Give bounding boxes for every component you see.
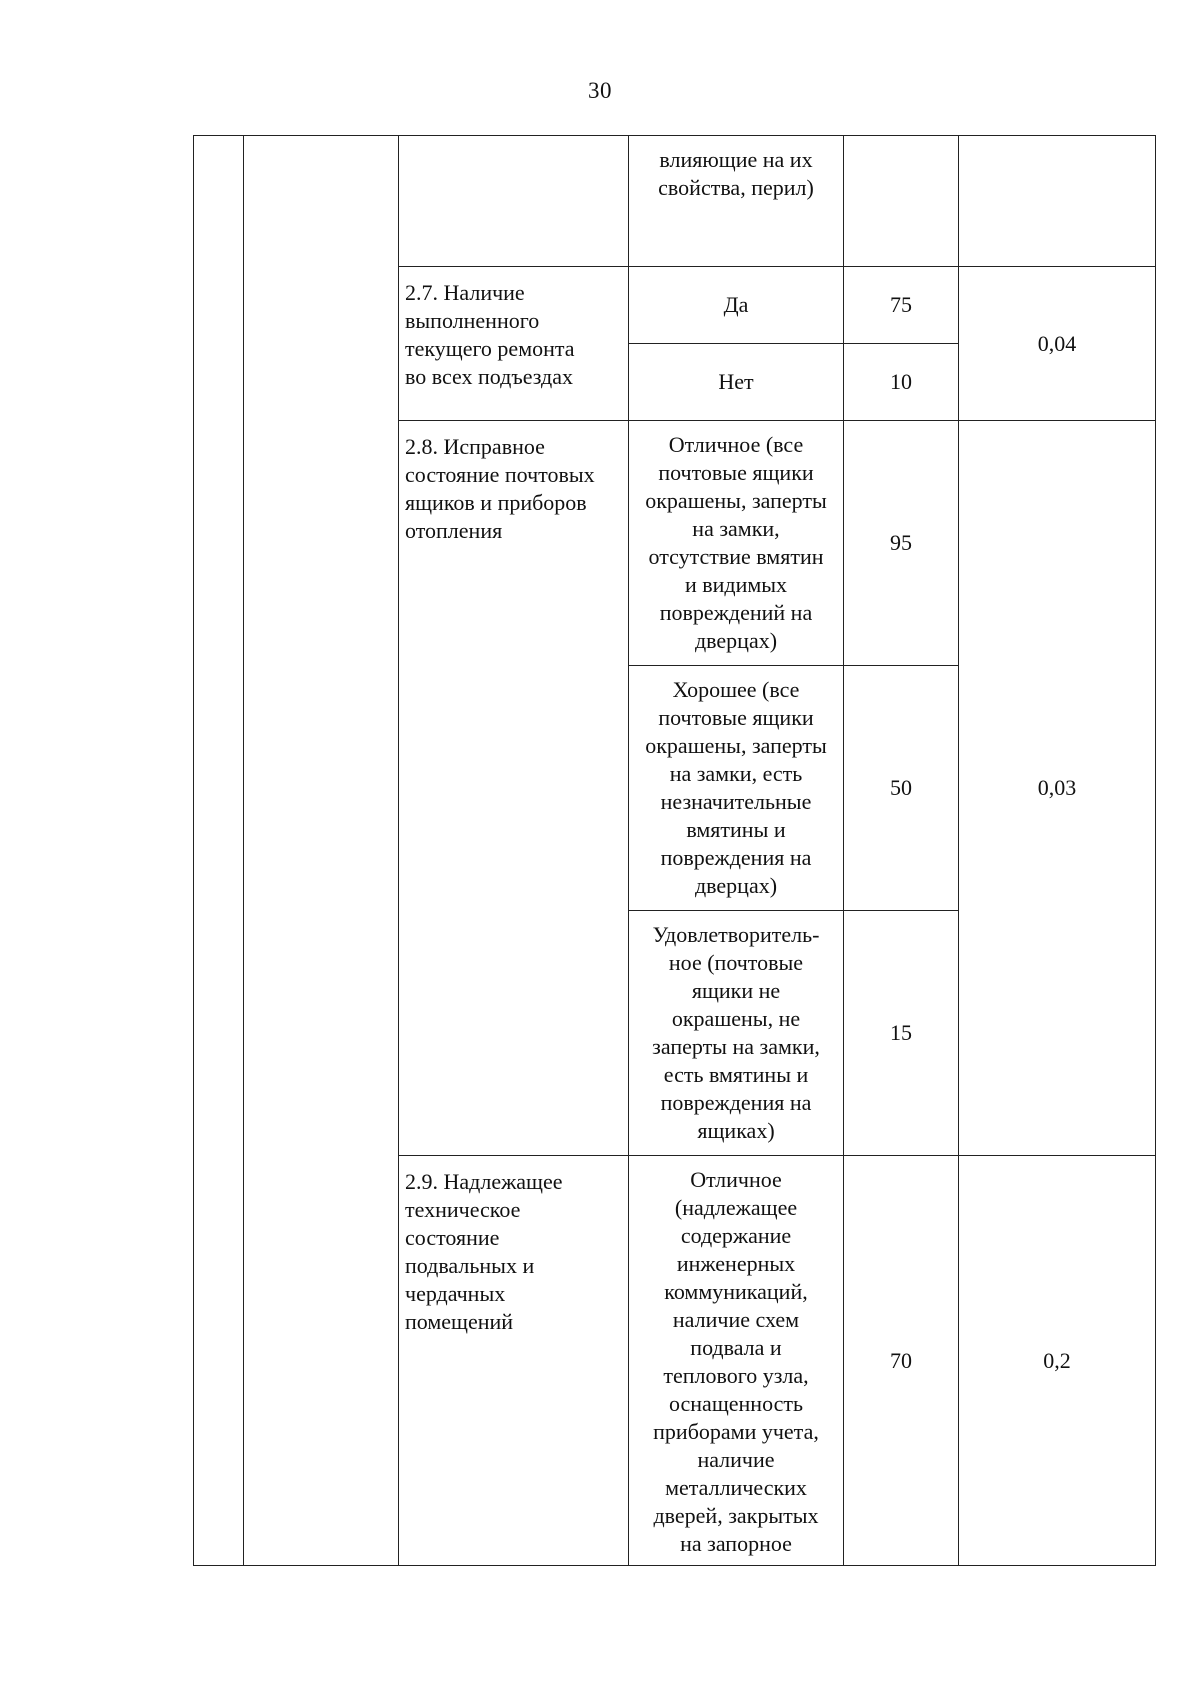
criterion-cell [399, 267, 629, 421]
weight-value: 0,04 [1037, 330, 1077, 356]
criterion-title: 2.9. Надлежащее техническое состояние подвальных и чердачных помещений [405, 1169, 563, 1334]
score-value: 70 [890, 1347, 912, 1373]
score-value: 95 [890, 530, 912, 555]
indicator-column-cell [244, 136, 399, 1566]
criterion-cell [399, 1156, 629, 1566]
option-text: Отличное (надлежащее содержание инженерных коммуникаций, наличие схем подвала и теплового узла, оснащенность приборами учета, наличие металлических дверей, закрытых на запорное [653, 1167, 819, 1556]
criteria-table [193, 135, 1156, 1566]
score-cell [844, 911, 959, 1156]
score-value: 50 [890, 775, 912, 800]
criterion-title: 2.8. Исправное состояние почтовых ящиков и приборов отопления [405, 434, 595, 543]
weight-cell [959, 421, 1156, 1156]
option-text: влияющие на их свойства, перил) [658, 147, 814, 200]
weight-value: 0,2 [1043, 1347, 1071, 1373]
option-text: Нет [718, 369, 754, 394]
score-cell [844, 1156, 959, 1566]
option-cell [629, 911, 844, 1156]
option-cell [629, 136, 844, 267]
score-cell [844, 267, 959, 344]
option-cell [629, 1156, 844, 1566]
weight-cell [959, 1156, 1156, 1566]
option-cell [629, 666, 844, 911]
weight-cell [959, 136, 1156, 267]
criterion-cell [399, 136, 629, 267]
page-number: 30 [588, 78, 612, 103]
score-value: 75 [890, 292, 912, 317]
weight-cell [959, 267, 1156, 421]
score-value: 15 [890, 1020, 912, 1045]
criterion-cell [399, 421, 629, 1156]
option-cell [629, 267, 844, 344]
score-cell [844, 136, 959, 267]
option-text: Да [723, 292, 749, 317]
weight-value: 0,03 [1037, 775, 1077, 800]
number-column-cell [194, 136, 244, 1566]
score-cell [844, 344, 959, 421]
option-cell [629, 421, 844, 666]
score-cell [844, 666, 959, 911]
table-row [194, 136, 1156, 267]
criterion-title: 2.7. Наличие выполненного текущего ремонта во всех подъездах [405, 280, 575, 389]
score-value: 10 [890, 369, 912, 394]
option-text: Отличное (все почтовые ящики окрашены, заперты на замки, отсутствие вмятин и видимых повреждений на дверцах) [645, 432, 827, 653]
option-cell [629, 344, 844, 421]
option-text: Удовлетворитель- ное (почтовые ящики не окрашены, не заперты на замки, есть вмятины и повреждения на ящиках) [652, 922, 820, 1143]
score-cell [844, 421, 959, 666]
option-text: Хорошее (все почтовые ящики окрашены, заперты на замки, есть незначительные вмятины и повреждения на дверцах) [645, 677, 827, 898]
